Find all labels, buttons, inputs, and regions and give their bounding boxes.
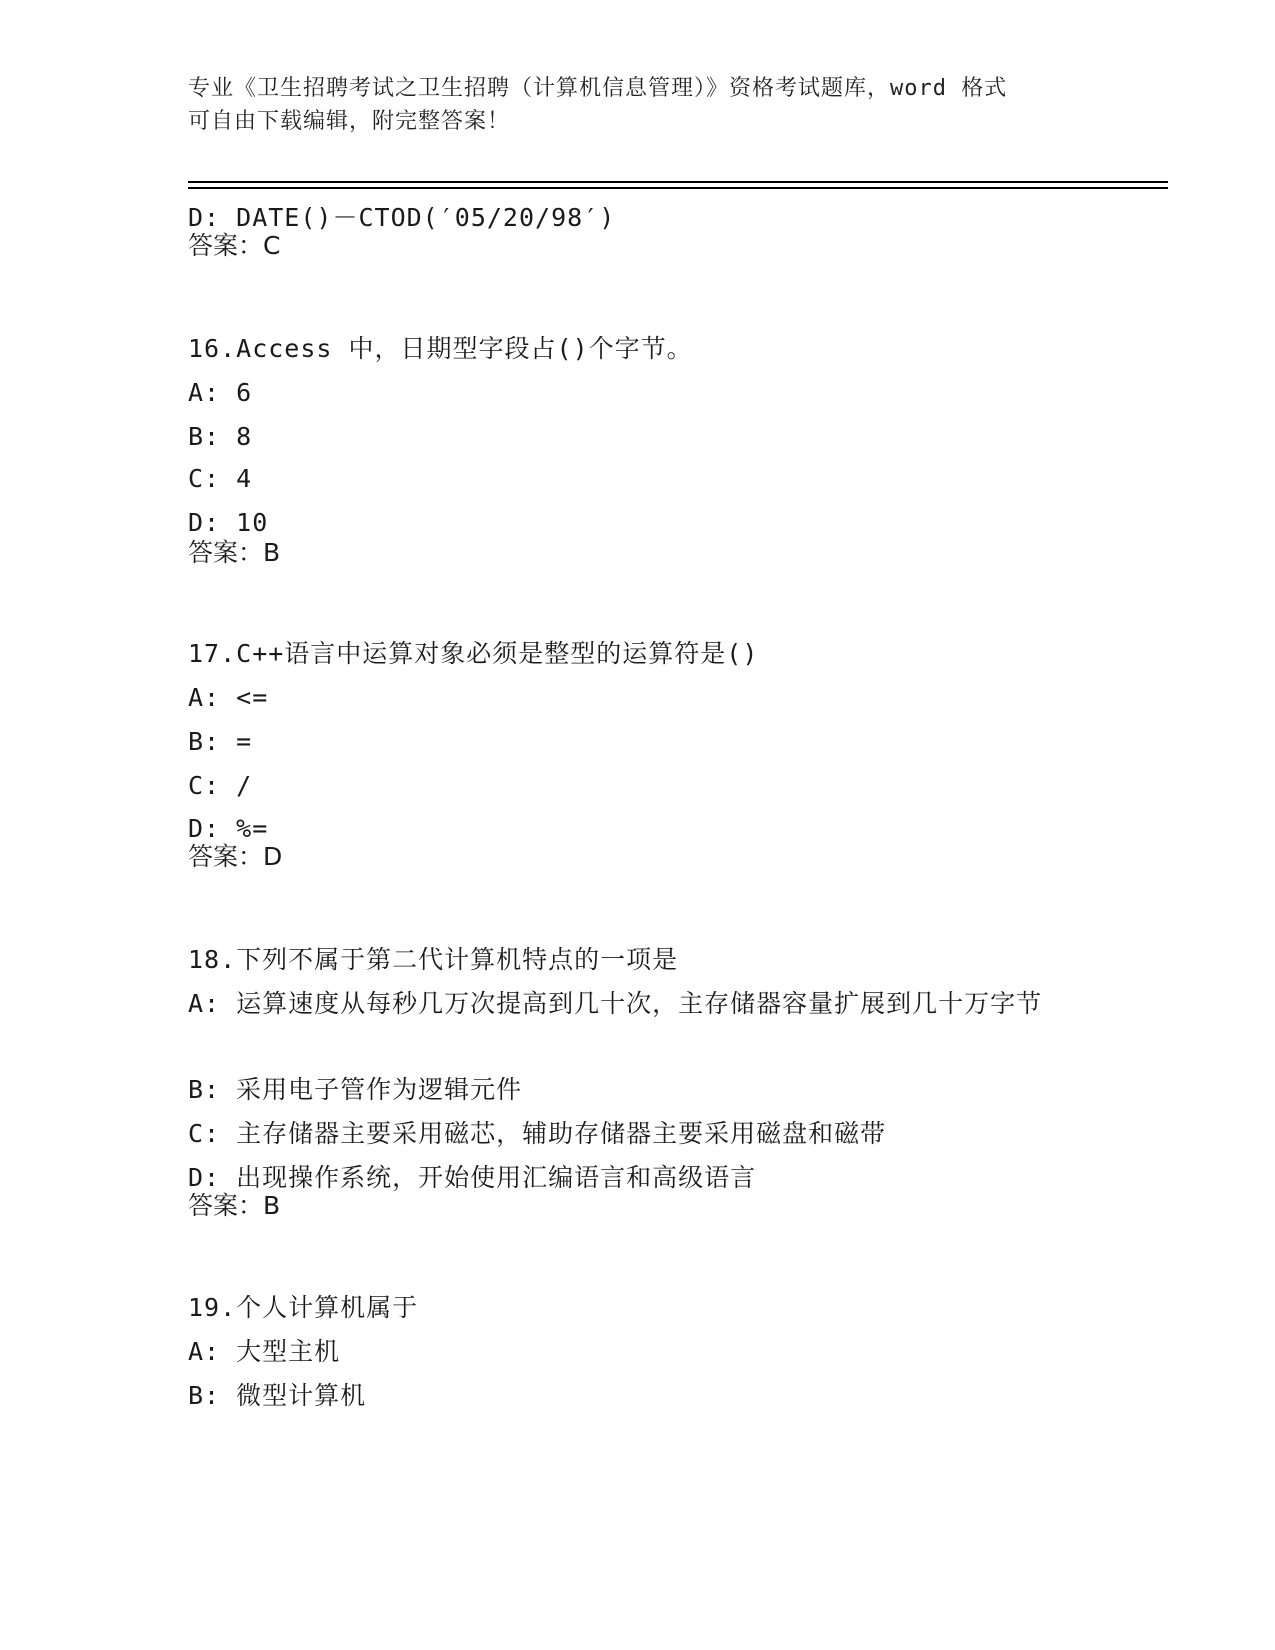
option-b-q17: B: = (188, 727, 253, 756)
header-line-2: 可自由下载编辑，附完整答案！ (188, 109, 511, 134)
header-line-1: 专业《卫生招聘考试之卫生招聘（计算机信息管理）》资格考试题库，word 格式 (188, 76, 1008, 101)
question-18: 18.下列不属于第二代计算机特点的一项是 (188, 945, 679, 974)
question-17: 17.C++语言中运算对象必须是整型的运算符是() (188, 639, 759, 668)
option-c-q17: C: / (188, 771, 253, 800)
option-d-q15: D: DATE()－CTOD(′05/20/98′) (188, 203, 616, 232)
option-b-q18: B: 采用电子管作为逻辑元件 (188, 1075, 523, 1104)
option-b-q19: B: 微型计算机 (188, 1381, 367, 1410)
answer-q15: 答案：C (188, 231, 281, 260)
option-c-q16: C: 4 (188, 464, 253, 493)
option-c-q18: C: 主存储器主要采用磁芯，辅助存储器主要采用磁盘和磁带 (188, 1119, 887, 1148)
option-d-q18: D: 出现操作系统，开始使用汇编语言和高级语言 (188, 1163, 757, 1192)
option-a-q19: A: 大型主机 (188, 1337, 341, 1366)
question-19: 19.个人计算机属于 (188, 1293, 419, 1322)
option-a-q17: A: <= (188, 683, 269, 712)
answer-q16: 答案：B (188, 538, 281, 567)
answer-q18: 答案：B (188, 1191, 281, 1220)
option-d-q17: D: %= (188, 814, 269, 843)
option-a-q16: A: 6 (188, 378, 253, 407)
question-16: 16.Access 中，日期型字段占()个字节。 (188, 334, 693, 363)
document-header (188, 72, 1088, 138)
option-b-q16: B: 8 (188, 422, 253, 451)
header-divider-bottom (188, 187, 1168, 189)
option-d-q16: D: 10 (188, 508, 269, 537)
option-a-q18: A: 运算速度从每秒几万次提高到几十次，主存储器容量扩展到几十万字节 (188, 989, 1043, 1018)
answer-q17: 答案：D (188, 842, 283, 871)
header-divider-top (188, 181, 1168, 183)
